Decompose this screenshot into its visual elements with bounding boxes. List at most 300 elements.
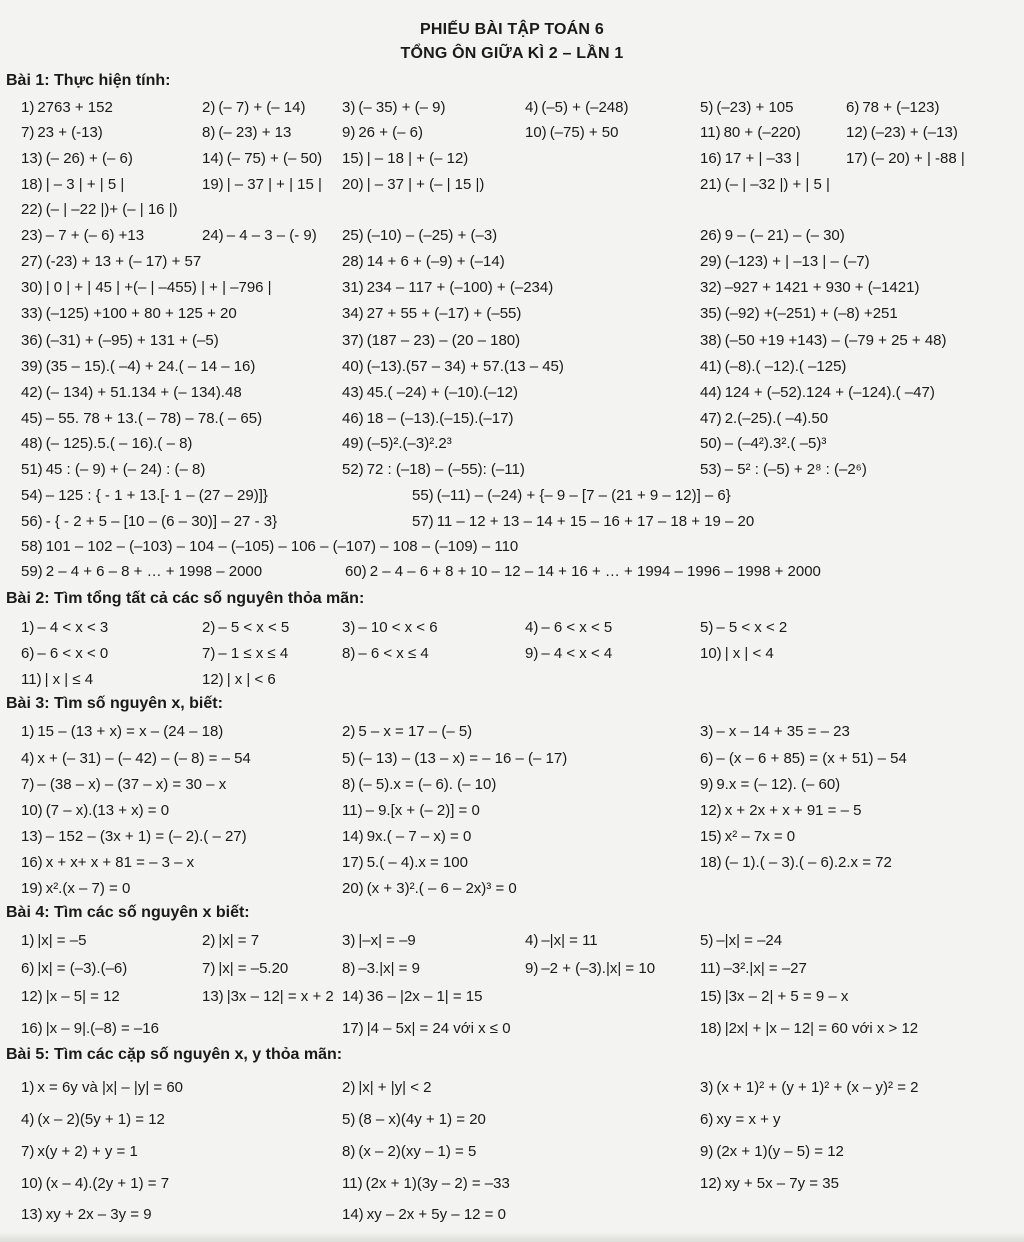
exercise-item — [21, 800, 169, 822]
exercise-number: 12) — [700, 1175, 722, 1192]
exercise-number: 6) — [700, 750, 714, 767]
exercise-item — [21, 303, 237, 325]
exercise-item — [342, 1018, 511, 1040]
exercise-expression: –3.|x| = 9 — [358, 960, 420, 977]
exercise-number: 8) — [342, 960, 356, 977]
exercise-item — [700, 225, 845, 247]
exercise-row — [0, 174, 1024, 196]
exercise-expression: – (–4²).3².( –5)³ — [724, 435, 827, 452]
exercise-item — [342, 225, 497, 247]
exercise-item — [412, 511, 754, 533]
exercise-item — [700, 433, 826, 455]
exercise-expression: 2.(–25).( –4).50 — [724, 410, 829, 427]
exercise-row — [0, 485, 1024, 507]
exercise-item — [700, 174, 830, 196]
exercise-expression: (– 75) + (– 50) — [226, 150, 323, 167]
section-heading: Bài 2: Tìm tổng tất cả các số nguyên thỏa mãn: — [6, 590, 365, 607]
exercise-expression: 234 – 117 + (–100) + (–234) — [366, 279, 554, 296]
exercise-item — [342, 356, 564, 378]
exercise-expression: xy – 2x + 5y – 12 = 0 — [366, 1206, 506, 1223]
exercise-row — [0, 958, 1024, 980]
exercise-expression: x² – 7x = 0 — [724, 828, 796, 845]
exercise-number: 18) — [21, 176, 43, 193]
exercise-expression: 15 – (13 + x) = x – (24 – 18) — [37, 723, 224, 740]
exercise-item — [342, 774, 496, 796]
exercise-item — [202, 986, 334, 1008]
exercise-item — [700, 826, 795, 848]
exercise-number: 1) — [21, 619, 35, 636]
exercise-row — [0, 930, 1024, 952]
exercise-number: 24) — [202, 227, 224, 244]
exercise-item — [700, 277, 919, 299]
exercise-expression: – 4 – 3 – (- 9) — [226, 227, 317, 244]
exercise-expression: – 7 + (– 6) +13 — [45, 227, 145, 244]
exercise-number: 3) — [342, 932, 356, 949]
exercise-expression: (–13).(57 – 34) + 57.(13 – 45) — [366, 358, 564, 375]
exercise-expression: –2 + (–3).|x| = 10 — [541, 960, 656, 977]
exercise-expression: 26 + (– 6) — [358, 124, 423, 141]
exercise-item — [342, 1077, 431, 1099]
exercise-expression: 45.( –24) + (–10).(–12) — [366, 384, 519, 401]
exercise-number: 47) — [700, 410, 722, 427]
exercise-row — [0, 122, 1024, 144]
exercise-item — [700, 800, 861, 822]
exercise-expression: | x | ≤ 4 — [44, 671, 94, 688]
exercise-number: 31) — [342, 279, 364, 296]
exercise-number: 53) — [700, 461, 722, 478]
exercise-item — [700, 330, 947, 352]
exercise-item — [21, 1173, 169, 1195]
exercise-item — [21, 561, 262, 583]
exercise-item — [700, 748, 907, 770]
exercise-expression: – 5 < x < 2 — [716, 619, 788, 636]
exercise-expression: – 152 – (3x + 1) = (– 2).( – 27) — [45, 828, 247, 845]
exercise-item — [21, 774, 226, 796]
exercise-number: 14) — [202, 150, 224, 167]
exercise-item — [700, 1077, 918, 1099]
exercise-expression: 9 – (– 21) – (– 30) — [724, 227, 845, 244]
exercise-number: 37) — [342, 332, 364, 349]
exercise-expression: (2x + 1)(y – 5) = 12 — [716, 1143, 844, 1160]
exercise-number: 12) — [846, 124, 868, 141]
section-heading: Bài 3: Tìm số nguyên x, biết: — [6, 695, 223, 712]
exercise-expression: |x| = –5.20 — [218, 960, 289, 977]
exercise-item — [21, 958, 127, 980]
exercise-number: 4) — [525, 932, 539, 949]
exercise-item — [342, 748, 567, 770]
exercise-expression: 27 + 55 + (–17) + (–55) — [366, 305, 522, 322]
exercise-item — [21, 1018, 159, 1040]
exercise-number: 12) — [202, 671, 224, 688]
exercise-number: 14) — [342, 1206, 364, 1223]
exercise-number: 42) — [21, 384, 43, 401]
exercise-item — [342, 97, 445, 119]
exercise-row — [0, 511, 1024, 533]
exercise-item — [700, 1173, 839, 1195]
exercise-expression: 2 – 4 + 6 – 8 + … + 1998 – 2000 — [45, 563, 263, 580]
exercise-expression: (–5) + (–248) — [541, 99, 629, 116]
exercise-number: 49) — [342, 435, 364, 452]
exercise-row — [0, 251, 1024, 273]
exercise-item — [700, 930, 782, 952]
exercise-item — [700, 356, 846, 378]
exercise-expression: (–8).( –12).( –125) — [724, 358, 847, 375]
exercise-number: 3) — [342, 99, 356, 116]
exercise-expression: |x – 9|.(–8) = –16 — [45, 1020, 159, 1037]
exercise-item — [21, 356, 255, 378]
exercise-expression: |2x| + |x – 12| = 60 với x > 12 — [724, 1020, 919, 1037]
exercise-expression: 72 : (–18) – (–55): (–11) — [366, 461, 525, 478]
exercise-expression: (–92) +(–251) + (–8) +251 — [724, 305, 898, 322]
exercise-number: 5) — [700, 932, 714, 949]
exercise-expression: x + x+ x + 81 = – 3 – x — [45, 854, 195, 871]
exercise-number: 1) — [21, 99, 35, 116]
exercise-expression: (–31) + (–95) + 131 + (–5) — [45, 332, 219, 349]
exercise-number: 9) — [700, 1143, 714, 1160]
exercise-item — [202, 643, 288, 665]
exercise-item — [342, 643, 429, 665]
exercise-item — [525, 643, 612, 665]
exercise-number: 41) — [700, 358, 722, 375]
exercise-expression: (–75) + 50 — [549, 124, 619, 141]
exercise-number: 57) — [412, 513, 434, 530]
exercise-number: 2) — [202, 99, 216, 116]
exercise-expression: (– 35) + (– 9) — [358, 99, 446, 116]
exercise-expression: 124 + (–52).124 + (–124).( –47) — [724, 384, 935, 401]
exercise-number: 8) — [342, 1143, 356, 1160]
exercise-row — [0, 1109, 1024, 1131]
exercise-item — [202, 930, 259, 952]
exercise-expression: – 6 < x < 5 — [541, 619, 613, 636]
exercise-item — [700, 1141, 844, 1163]
exercise-number: 13) — [202, 988, 224, 1005]
exercise-item — [21, 251, 201, 273]
exercise-expression: – 6 < x < 0 — [37, 645, 109, 662]
exercise-item — [700, 986, 848, 1008]
exercise-item — [21, 852, 194, 874]
exercise-number: 55) — [412, 487, 434, 504]
exercise-expression: (– 5).x = (– 6). (– 10) — [358, 776, 497, 793]
exercise-number: 5) — [700, 619, 714, 636]
exercise-number: 10) — [700, 645, 722, 662]
exercise-expression: –|x| = –24 — [716, 932, 783, 949]
exercise-item — [342, 148, 468, 170]
exercise-number: 12) — [700, 802, 722, 819]
exercise-expression: (–23) + (–13) — [870, 124, 958, 141]
exercise-item — [342, 382, 518, 404]
exercise-item — [342, 1109, 486, 1131]
exercise-expression: (– 125).5.( – 16).( – 8) — [45, 435, 193, 452]
exercise-number: 7) — [202, 960, 216, 977]
exercise-row — [0, 356, 1024, 378]
exercise-number: 17) — [846, 150, 868, 167]
exercise-item — [342, 1141, 476, 1163]
exercise-expression: (– 20) + | -88 | — [870, 150, 965, 167]
exercise-number: 20) — [342, 176, 364, 193]
exercise-number: 18) — [700, 1020, 722, 1037]
exercise-item — [21, 826, 247, 848]
exercise-expression: xy = x + y — [716, 1111, 781, 1128]
exercise-expression: 14 + 6 + (–9) + (–14) — [366, 253, 505, 270]
exercise-number: 16) — [700, 150, 722, 167]
exercise-item — [202, 122, 291, 144]
exercise-item — [345, 561, 821, 583]
exercise-item — [342, 122, 423, 144]
exercise-item — [202, 174, 322, 196]
exercise-expression: –|x| = 11 — [541, 932, 598, 949]
exercise-item — [21, 174, 124, 196]
exercise-number: 44) — [700, 384, 722, 401]
exercise-row — [0, 617, 1024, 639]
exercise-row — [0, 1204, 1024, 1226]
exercise-expression: (x – 2)(xy – 1) = 5 — [358, 1143, 477, 1160]
exercise-expression: x(y + 2) + y = 1 — [37, 1143, 138, 1160]
exercise-item — [21, 878, 130, 900]
exercise-expression: (– 134) + 51.134 + (– 134).48 — [45, 384, 242, 401]
worksheet-subtitle: TỔNG ÔN GIỮA KÌ 2 – LẦN 1 — [400, 45, 624, 62]
exercise-expression: 36 – |2x – 1| = 15 — [366, 988, 483, 1005]
exercise-number: 27) — [21, 253, 43, 270]
exercise-number: 34) — [342, 305, 364, 322]
exercise-number: 3) — [700, 1079, 714, 1096]
exercise-row — [0, 561, 1024, 583]
exercise-number: 40) — [342, 358, 364, 375]
exercise-item — [700, 1018, 918, 1040]
exercise-number: 4) — [525, 99, 539, 116]
exercise-expression: | – 37 | + (– | 15 |) — [366, 176, 485, 193]
exercise-number: 5) — [342, 750, 356, 767]
exercise-expression: |3x – 2| + 5 = 9 – x — [724, 988, 849, 1005]
exercise-expression: – x – 14 + 35 = – 23 — [716, 723, 850, 740]
exercise-number: 6) — [21, 960, 35, 977]
exercise-expression: – 9.[x + (– 2)] = 0 — [365, 802, 480, 819]
exercise-item — [342, 878, 517, 900]
exercise-item — [700, 148, 800, 170]
exercise-expression: x + (– 31) – (– 42) – (– 8) = – 54 — [37, 750, 251, 767]
exercise-item — [21, 330, 219, 352]
exercise-expression: – 5² : (–5) + 2⁸ : (–2⁶) — [724, 461, 867, 478]
exercise-item — [21, 433, 192, 455]
exercise-expression: | x | < 6 — [226, 671, 276, 688]
exercise-number: 52) — [342, 461, 364, 478]
exercise-item — [21, 1141, 138, 1163]
exercise-row — [0, 721, 1024, 743]
exercise-expression: | – 3 | + | 5 | — [45, 176, 125, 193]
exercise-expression: – 125 : { - 1 + 13.[- 1 – (27 – 29)]} — [45, 487, 268, 504]
exercise-item — [342, 852, 468, 874]
exercise-row — [0, 148, 1024, 170]
exercise-item — [21, 748, 251, 770]
exercise-expression: |x – 5| = 12 — [45, 988, 120, 1005]
exercise-expression: –927 + 1421 + 930 + (–1421) — [724, 279, 920, 296]
exercise-expression: (– | –32 |) + | 5 | — [724, 176, 830, 193]
exercise-expression: (7 – x).(13 + x) = 0 — [45, 802, 170, 819]
exercise-expression: xy + 5x – 7y = 35 — [724, 1175, 839, 1192]
exercise-number: 13) — [21, 828, 43, 845]
exercise-number: 11) — [700, 124, 721, 141]
exercise-number: 8) — [202, 124, 216, 141]
exercise-expression: (– 7) + (– 14) — [218, 99, 306, 116]
exercise-expression: – (38 – x) – (37 – x) = 30 – x — [37, 776, 227, 793]
exercise-number: 9) — [342, 124, 356, 141]
exercise-expression: – 4 < x < 4 — [541, 645, 613, 662]
exercise-item — [21, 511, 277, 533]
exercise-item — [700, 1109, 781, 1131]
exercise-item — [700, 382, 935, 404]
exercise-row — [0, 459, 1024, 481]
exercise-item — [700, 251, 870, 273]
exercise-number: 15) — [700, 988, 722, 1005]
exercise-row — [0, 199, 1024, 221]
exercise-expression: |x| + |y| < 2 — [358, 1079, 432, 1096]
exercise-item — [21, 122, 103, 144]
exercise-item — [21, 1077, 183, 1099]
exercise-number: 45) — [21, 410, 43, 427]
exercise-number: 3) — [342, 619, 356, 636]
exercise-item — [21, 485, 268, 507]
exercise-number: 48) — [21, 435, 43, 452]
exercise-expression: –3².|x| = –27 — [723, 960, 807, 977]
exercise-number: 32) — [700, 279, 722, 296]
exercise-expression: 2763 + 152 — [37, 99, 113, 116]
exercise-expression: x + 2x + x + 91 = – 5 — [724, 802, 862, 819]
exercise-expression: – 55. 78 + 13.( – 78) – 78.( – 65) — [45, 410, 263, 427]
exercise-number: 11) — [700, 960, 721, 977]
exercise-item — [342, 433, 452, 455]
exercise-number: 8) — [342, 776, 356, 793]
exercise-number: 46) — [342, 410, 364, 427]
exercise-item — [525, 122, 618, 144]
exercise-item — [525, 930, 598, 952]
exercise-item — [21, 669, 93, 691]
exercise-number: 4) — [21, 1111, 35, 1128]
exercise-expression: (–123) + | –13 | – (–7) — [724, 253, 870, 270]
exercise-expression: (-23) + 13 + (– 17) + 57 — [45, 253, 202, 270]
exercise-item — [412, 485, 731, 507]
exercise-number: 5) — [700, 99, 714, 116]
section-heading: Bài 5: Tìm các cặp số nguyên x, y thỏa mãn: — [6, 1046, 343, 1063]
exercise-item — [202, 225, 317, 247]
exercise-number: 20) — [342, 880, 364, 897]
exercise-item — [202, 958, 288, 980]
exercise-expression: 45 : (– 9) + (– 24) : (– 8) — [45, 461, 206, 478]
exercise-item — [342, 251, 505, 273]
exercise-expression: 11 – 12 + 13 – 14 + 15 – 16 + 17 – 18 + 19 – 20 — [436, 513, 755, 530]
exercise-item — [700, 122, 801, 144]
exercise-expression: 78 + (–123) — [862, 99, 940, 116]
page-bottom-edge — [0, 1232, 1024, 1242]
exercise-item — [21, 199, 178, 221]
exercise-item — [342, 277, 553, 299]
exercise-number: 39) — [21, 358, 43, 375]
exercise-item — [700, 97, 793, 119]
exercise-expression: (x – 4).(2y + 1) = 7 — [45, 1175, 170, 1192]
exercise-item — [21, 643, 108, 665]
exercise-item — [21, 382, 242, 404]
exercise-row — [0, 826, 1024, 848]
exercise-expression: (x – 2)(5y + 1) = 12 — [37, 1111, 165, 1128]
exercise-item — [700, 721, 850, 743]
exercise-row — [0, 748, 1024, 770]
exercise-row — [0, 382, 1024, 404]
exercise-number: 50) — [700, 435, 722, 452]
exercise-item — [21, 986, 120, 1008]
exercise-item — [21, 148, 133, 170]
exercise-expression: – 5 < x < 5 — [218, 619, 290, 636]
exercise-item — [342, 958, 420, 980]
exercise-item — [342, 303, 521, 325]
exercise-expression: (– 23) + 13 — [218, 124, 292, 141]
exercise-row — [0, 1173, 1024, 1195]
exercise-item — [21, 408, 262, 430]
exercise-number: 14) — [342, 988, 364, 1005]
exercise-number: 51) — [21, 461, 43, 478]
exercise-number: 58) — [21, 538, 43, 555]
exercise-number: 18) — [700, 854, 722, 871]
exercise-number: 6) — [21, 645, 35, 662]
exercise-expression: – 1 ≤ x ≤ 4 — [218, 645, 289, 662]
exercise-number: 29) — [700, 253, 722, 270]
exercise-expression: (– 1).( – 3).( – 6).2.x = 72 — [724, 854, 892, 871]
exercise-expression: | – 37 | + | 15 | — [226, 176, 322, 193]
exercise-number: 7) — [21, 776, 35, 793]
exercise-row — [0, 330, 1024, 352]
exercise-row — [0, 774, 1024, 796]
exercise-row — [0, 536, 1024, 558]
exercise-item — [21, 617, 108, 639]
exercise-number: 43) — [342, 384, 364, 401]
exercise-number: 5) — [342, 1111, 356, 1128]
exercise-item — [21, 721, 223, 743]
exercise-number: 56) — [21, 513, 43, 530]
exercise-expression: (–5)².(–3)².2³ — [366, 435, 452, 452]
exercise-number: 36) — [21, 332, 43, 349]
exercise-expression: (– 13) – (13 – x) = – 16 – (– 17) — [358, 750, 568, 767]
exercise-number: 15) — [700, 828, 722, 845]
exercise-expression: (2x + 1)(3y – 2) = –33 — [365, 1175, 510, 1192]
exercise-expression: xy + 2x – 3y = 9 — [45, 1206, 152, 1223]
exercise-item — [700, 958, 807, 980]
exercise-expression: (–50 +19 +143) – (–79 + 25 + 48) — [724, 332, 947, 349]
exercise-item — [525, 617, 612, 639]
exercise-item — [342, 459, 525, 481]
exercise-number: 7) — [21, 124, 35, 141]
exercise-number: 11) — [342, 802, 363, 819]
exercise-row — [0, 669, 1024, 691]
exercise-expression: |4 – 5x| = 24 với x ≤ 0 — [366, 1020, 511, 1037]
exercise-item — [202, 669, 276, 691]
exercise-item — [700, 643, 774, 665]
exercise-number: 26) — [700, 227, 722, 244]
section-heading: Bài 4: Tìm các số nguyên x biết: — [6, 904, 250, 921]
exercise-number: 2) — [202, 932, 216, 949]
exercise-number: 17) — [342, 854, 364, 871]
exercise-number: 10) — [21, 802, 43, 819]
exercise-expression: (–11) – (–24) + {– 9 – [7 – (21 + 9 – 12)] – 6} — [436, 487, 731, 504]
exercise-number: 21) — [700, 176, 722, 193]
exercise-expression: |x| = –5 — [37, 932, 87, 949]
exercise-item — [342, 930, 416, 952]
exercise-row — [0, 408, 1024, 430]
exercise-number: 15) — [342, 150, 364, 167]
exercise-expression: x = 6y và |x| – |y| = 60 — [37, 1079, 184, 1096]
exercise-number: 33) — [21, 305, 43, 322]
exercise-row — [0, 433, 1024, 455]
exercise-expression: 9.x = (– 12). (– 60) — [716, 776, 841, 793]
exercise-number: 7) — [21, 1143, 35, 1160]
exercise-number: 2) — [202, 619, 216, 636]
exercise-number: 54) — [21, 487, 43, 504]
